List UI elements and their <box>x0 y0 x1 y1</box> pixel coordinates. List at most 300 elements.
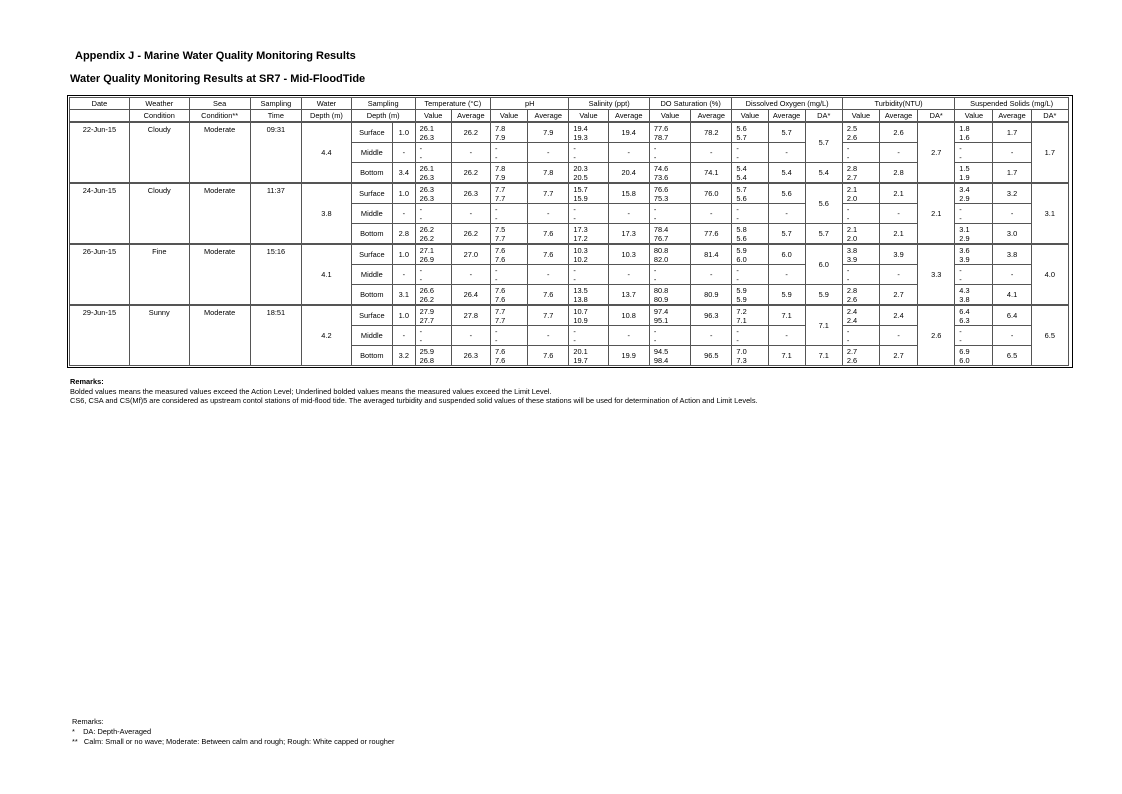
cell-suspended-solids-average: - <box>993 143 1031 163</box>
footnotes <box>72 717 394 747</box>
cell-do-saturation-average: 80.9 <box>691 285 732 306</box>
cell-turbidity-values-first: 2.4 <box>846 306 858 316</box>
cell-suspended-solids-values-second: 6.3 <box>959 315 970 325</box>
cell-sea-condition: Moderate <box>189 122 250 183</box>
cell-ph-values <box>490 265 527 285</box>
cell-dissolved-oxygen-da: 5.6 <box>805 183 842 224</box>
cell-turbidity-values <box>842 285 879 306</box>
remarks-heading: Remarks: <box>70 377 104 386</box>
cell-dissolved-oxygen-values-first: - <box>736 204 739 214</box>
cell-sampling-depth: 1.0 <box>392 122 415 143</box>
cell-salinity-values-first: 15.7 <box>573 184 588 194</box>
cell-turbidity-values-first: 2.1 <box>846 224 858 234</box>
cell-dissolved-oxygen-average: 5.4 <box>768 163 805 184</box>
cell-salinity-average: 13.7 <box>608 285 649 306</box>
cell-dissolved-oxygen-values-first: 5.6 <box>736 123 747 133</box>
cell-do-saturation-average: 74.1 <box>691 163 732 184</box>
header-average: Average <box>879 110 917 123</box>
header-weather-sub: Condition <box>129 110 189 123</box>
cell-suspended-solids-da: 3.1 <box>1031 183 1068 244</box>
cell-dissolved-oxygen-values-second: 7.3 <box>736 355 747 365</box>
cell-suspended-solids-values <box>955 204 993 224</box>
cell-ph-values-second: 7.6 <box>494 355 506 365</box>
cell-suspended-solids-da: 4.0 <box>1031 244 1068 305</box>
cell-suspended-solids-values <box>955 346 993 366</box>
cell-turbidity-average: 2.6 <box>879 122 917 143</box>
cell-do-saturation-average: 76.0 <box>691 183 732 204</box>
header-salinity: Salinity (ppt) <box>569 98 649 110</box>
cell-suspended-solids-values-second: - <box>959 335 962 345</box>
cell-dissolved-oxygen-values-second: - <box>736 213 739 223</box>
cell-suspended-solids-da: 6.5 <box>1031 305 1068 366</box>
header-suspended-solids: Suspended Solids (mg/L) <box>955 98 1069 110</box>
cell-temperature-values-second: 26.9 <box>419 254 435 264</box>
cell-temperature-average: 26.2 <box>451 122 490 143</box>
cell-do-saturation-values <box>649 285 690 306</box>
cell-sampling-time: 09:31 <box>250 122 302 183</box>
cell-do-saturation-values-second: 78.7 <box>653 132 669 142</box>
cell-turbidity-values-second: 2.6 <box>846 132 858 142</box>
cell-do-saturation-average: 78.2 <box>691 122 732 143</box>
cell-salinity-values <box>569 346 608 366</box>
cell-salinity-average: 19.9 <box>608 346 649 366</box>
cell-ph-values-second: 7.6 <box>494 294 506 304</box>
header-value: Value <box>649 110 690 123</box>
cell-turbidity-average: 2.4 <box>879 305 917 326</box>
cell-sampling-level: Bottom <box>351 163 392 184</box>
cell-sampling-depth: 3.4 <box>392 163 415 184</box>
cell-sampling-depth: 3.1 <box>392 285 415 306</box>
cell-suspended-solids-values <box>955 163 993 184</box>
cell-salinity-values-first: - <box>573 265 576 275</box>
cell-salinity-values-first: 17.3 <box>573 224 588 234</box>
header-date-sub <box>70 110 130 123</box>
header-average: Average <box>608 110 649 123</box>
cell-dissolved-oxygen-values-second: 7.1 <box>736 315 747 325</box>
header-average: Average <box>993 110 1031 123</box>
cell-dissolved-oxygen-values <box>732 265 768 285</box>
cell-turbidity-values <box>842 244 879 265</box>
cell-suspended-solids-values <box>955 265 993 285</box>
table-row <box>70 244 1069 265</box>
cell-salinity-values-second: - <box>573 274 576 284</box>
cell-dissolved-oxygen-values-first: - <box>736 143 739 153</box>
cell-suspended-solids-values-first: - <box>959 265 962 275</box>
cell-temperature-average: 27.0 <box>451 244 490 265</box>
cell-ph-average: 7.8 <box>528 163 569 184</box>
cell-water-depth: 4.2 <box>302 305 352 366</box>
cell-do-saturation-values-first: - <box>653 326 657 336</box>
cell-salinity-values-second: 20.5 <box>573 172 588 182</box>
cell-sampling-depth: 3.2 <box>392 346 415 366</box>
cell-temperature-average: 26.3 <box>451 346 490 366</box>
cell-do-saturation-values-first: 78.4 <box>653 224 669 234</box>
cell-sampling-level: Bottom <box>351 346 392 366</box>
cell-suspended-solids-values <box>955 305 993 326</box>
header-turbidity: Turbidity(NTU) <box>842 98 954 110</box>
cell-temperature-values-first: 26.6 <box>419 285 435 295</box>
cell-temperature-values <box>415 163 451 184</box>
header-water-depth: Water <box>302 98 352 110</box>
cell-salinity-values-second: 10.2 <box>573 254 588 264</box>
cell-temperature-values <box>415 143 451 163</box>
cell-salinity-values-first: 13.5 <box>573 285 588 295</box>
cell-turbidity-values-first: - <box>846 143 850 153</box>
cell-dissolved-oxygen-da: 7.1 <box>805 305 842 346</box>
cell-salinity-values-first: - <box>573 204 576 214</box>
cell-sampling-time: 15:16 <box>250 244 302 305</box>
cell-suspended-solids-values-first: - <box>959 326 962 336</box>
cell-dissolved-oxygen-bottom-da: 7.1 <box>805 346 842 366</box>
cell-turbidity-average: 2.7 <box>879 346 917 366</box>
cell-sampling-level: Surface <box>351 305 392 326</box>
header-ph: pH <box>490 98 568 110</box>
cell-temperature-values-first: 26.2 <box>419 224 435 234</box>
cell-salinity-values-second: 10.9 <box>573 315 588 325</box>
cell-salinity-average: 15.8 <box>608 183 649 204</box>
cell-suspended-solids-average: 3.8 <box>993 244 1031 265</box>
cell-ph-average: - <box>528 326 569 346</box>
cell-ph-values <box>490 163 527 184</box>
cell-dissolved-oxygen-values-second: 6.0 <box>736 254 747 264</box>
cell-temperature-values-first: - <box>419 326 423 336</box>
cell-do-saturation-values-first: - <box>653 204 657 214</box>
cell-turbidity-values-first: - <box>846 326 850 336</box>
footnote-da: * DA: Depth-Averaged <box>72 727 152 736</box>
cell-dissolved-oxygen-values-second: 5.6 <box>736 193 747 203</box>
header-sampling-depth-sub: Depth (m) <box>351 110 415 123</box>
cell-salinity-values <box>569 122 608 143</box>
cell-salinity-values <box>569 183 608 204</box>
cell-turbidity-values-first: 2.5 <box>846 123 858 133</box>
cell-do-saturation-values <box>649 224 690 245</box>
cell-ph-average: - <box>528 265 569 285</box>
cell-dissolved-oxygen-values-first: 7.2 <box>736 306 747 316</box>
cell-suspended-solids-values-first: - <box>959 143 962 153</box>
cell-dissolved-oxygen-values-second: 5.7 <box>736 132 747 142</box>
cell-salinity-values-first: 10.3 <box>573 245 588 255</box>
header-value: Value <box>569 110 608 123</box>
cell-ph-values-second: - <box>494 335 498 345</box>
cell-sea-condition: Moderate <box>189 244 250 305</box>
cell-dissolved-oxygen-values <box>732 122 768 143</box>
header-average: Average <box>528 110 569 123</box>
cell-temperature-values-first: 26.3 <box>419 184 435 194</box>
cell-suspended-solids-average: 1.7 <box>993 163 1031 184</box>
cell-turbidity-values-first: 2.8 <box>846 163 858 173</box>
header-average: Average <box>768 110 805 123</box>
cell-salinity-values-second: 15.9 <box>573 193 588 203</box>
cell-sampling-level: Surface <box>351 122 392 143</box>
cell-salinity-average: 19.4 <box>608 122 649 143</box>
cell-do-saturation-values-second: 73.6 <box>653 172 669 182</box>
cell-turbidity-values <box>842 265 879 285</box>
cell-dissolved-oxygen-values-first: 5.4 <box>736 163 747 173</box>
cell-temperature-values-second: 26.2 <box>419 233 435 243</box>
cell-ph-values-first: 7.7 <box>494 306 506 316</box>
cell-temperature-values-second: 26.3 <box>419 193 435 203</box>
cell-do-saturation-values <box>649 244 690 265</box>
cell-dissolved-oxygen-values-first: - <box>736 326 739 336</box>
cell-suspended-solids-values <box>955 122 993 143</box>
cell-salinity-values-first: - <box>573 143 576 153</box>
cell-sampling-depth: - <box>392 204 415 224</box>
cell-ph-values-second: 7.7 <box>494 233 506 243</box>
cell-dissolved-oxygen-values-second: - <box>736 274 739 284</box>
cell-ph-values-second: - <box>494 213 498 223</box>
cell-suspended-solids-average: 6.5 <box>993 346 1031 366</box>
cell-dissolved-oxygen-bottom-da: 5.7 <box>805 224 842 245</box>
header-temperature: Temperature (°C) <box>415 98 490 110</box>
cell-temperature-values-first: - <box>419 204 423 214</box>
cell-turbidity-average: 2.7 <box>879 285 917 306</box>
cell-turbidity-average: - <box>879 204 917 224</box>
cell-dissolved-oxygen-values-first: 5.9 <box>736 245 747 255</box>
cell-sampling-level: Bottom <box>351 285 392 306</box>
cell-ph-values <box>490 305 527 326</box>
cell-turbidity-average: 2.1 <box>879 224 917 245</box>
cell-do-saturation-values-first: - <box>653 265 657 275</box>
cell-ph-average: 7.6 <box>528 224 569 245</box>
cell-suspended-solids-values-second: 6.0 <box>959 355 970 365</box>
cell-do-saturation-values-first: 94.5 <box>653 346 669 356</box>
cell-suspended-solids-average: - <box>993 326 1031 346</box>
cell-suspended-solids-values-first: 1.8 <box>959 123 970 133</box>
cell-temperature-values <box>415 204 451 224</box>
cell-do-saturation-values-first: - <box>653 143 657 153</box>
header-sampling-time: Sampling <box>250 98 302 110</box>
table-row <box>70 305 1069 326</box>
cell-turbidity-values-second: 3.9 <box>846 254 858 264</box>
cell-suspended-solids-values <box>955 143 993 163</box>
cell-ph-values-first: 7.6 <box>494 346 506 356</box>
cell-do-saturation-values-first: 74.6 <box>653 163 669 173</box>
cell-temperature-values <box>415 244 451 265</box>
cell-turbidity-values <box>842 305 879 326</box>
cell-salinity-average: 10.3 <box>608 244 649 265</box>
cell-do-saturation-values <box>649 305 690 326</box>
cell-sampling-depth: 1.0 <box>392 305 415 326</box>
cell-sampling-level: Bottom <box>351 224 392 245</box>
cell-ph-values <box>490 224 527 245</box>
cell-turbidity-da: 2.1 <box>918 183 955 244</box>
cell-suspended-solids-values <box>955 244 993 265</box>
cell-ph-values-first: 7.7 <box>494 184 506 194</box>
cell-weather: Cloudy <box>129 122 189 183</box>
cell-turbidity-values <box>842 163 879 184</box>
cell-dissolved-oxygen-values-first: 5.7 <box>736 184 747 194</box>
header-value: Value <box>842 110 879 123</box>
cell-dissolved-oxygen-average: 5.7 <box>768 122 805 143</box>
cell-do-saturation-values <box>649 163 690 184</box>
footnote-sea-condition: ** Calm: Small or no wave; Moderate: Between calm and rough; Rough: White capped or rougher <box>72 737 395 746</box>
cell-salinity-average: - <box>608 143 649 163</box>
cell-ph-values-second: 7.6 <box>494 254 506 264</box>
cell-dissolved-oxygen-average: 7.1 <box>768 346 805 366</box>
header-value: Value <box>955 110 993 123</box>
cell-suspended-solids-values <box>955 326 993 346</box>
header-average: Average <box>451 110 490 123</box>
cell-ph-values-first: 7.6 <box>494 285 506 295</box>
cell-do-saturation-values-second: - <box>653 213 657 223</box>
cell-dissolved-oxygen-values-second: - <box>736 335 739 345</box>
results-table <box>69 97 1069 366</box>
cell-sampling-level: Middle <box>351 326 392 346</box>
cell-do-saturation-values-first: 80.8 <box>653 285 669 295</box>
header-da: DA* <box>918 110 955 123</box>
cell-turbidity-average: 2.1 <box>879 183 917 204</box>
cell-turbidity-values <box>842 183 879 204</box>
cell-temperature-average: 26.2 <box>451 163 490 184</box>
cell-date: 24-Jun-15 <box>70 183 130 244</box>
cell-sea-condition: Moderate <box>189 183 250 244</box>
cell-salinity-average: 20.4 <box>608 163 649 184</box>
cell-suspended-solids-values-second: 2.9 <box>959 193 970 203</box>
cell-turbidity-da: 3.3 <box>918 244 955 305</box>
cell-ph-values <box>490 346 527 366</box>
cell-temperature-average: 26.4 <box>451 285 490 306</box>
cell-ph-values-second: - <box>494 152 498 162</box>
cell-do-saturation-values-second: 75.3 <box>653 193 669 203</box>
cell-do-saturation-values-second: 76.7 <box>653 233 669 243</box>
cell-turbidity-da: 2.6 <box>918 305 955 366</box>
cell-sampling-level: Middle <box>351 204 392 224</box>
cell-turbidity-values-first: 2.8 <box>846 285 858 295</box>
cell-dissolved-oxygen-values-second: - <box>736 152 739 162</box>
cell-suspended-solids-average: 1.7 <box>993 122 1031 143</box>
cell-ph-average: 7.7 <box>528 305 569 326</box>
cell-turbidity-values <box>842 122 879 143</box>
cell-salinity-values <box>569 326 608 346</box>
cell-turbidity-values-second: 2.6 <box>846 355 858 365</box>
cell-salinity-values <box>569 224 608 245</box>
cell-turbidity-average: - <box>879 326 917 346</box>
cell-do-saturation-values <box>649 265 690 285</box>
cell-temperature-values-first: - <box>419 143 423 153</box>
cell-ph-values-first: 7.5 <box>494 224 506 234</box>
table-row <box>70 122 1069 143</box>
cell-temperature-values-second: 26.8 <box>419 355 435 365</box>
header-da: DA* <box>1031 110 1068 123</box>
header-average: Average <box>691 110 732 123</box>
cell-sampling-time: 11:37 <box>250 183 302 244</box>
cell-dissolved-oxygen-values-second: 5.6 <box>736 233 747 243</box>
cell-salinity-values-first: 20.1 <box>573 346 588 356</box>
cell-temperature-average: - <box>451 265 490 285</box>
cell-temperature-average: 26.3 <box>451 183 490 204</box>
cell-do-saturation-average: - <box>691 143 732 163</box>
cell-dissolved-oxygen-values-first: 5.8 <box>736 224 747 234</box>
cell-suspended-solids-values-first: 1.5 <box>959 163 970 173</box>
cell-dissolved-oxygen-values-second: 5.4 <box>736 172 747 182</box>
cell-weather: Cloudy <box>129 183 189 244</box>
cell-suspended-solids-values-first: 6.4 <box>959 306 970 316</box>
cell-ph-values-first: 7.8 <box>494 163 506 173</box>
table-row <box>70 183 1069 204</box>
results-table-body <box>70 122 1069 366</box>
cell-turbidity-values-first: - <box>846 204 850 214</box>
cell-suspended-solids-values-first: 6.9 <box>959 346 970 356</box>
cell-do-saturation-values-second: - <box>653 335 657 345</box>
cell-sampling-level: Middle <box>351 143 392 163</box>
results-table-frame <box>67 95 1073 368</box>
cell-temperature-average: - <box>451 143 490 163</box>
cell-ph-values <box>490 204 527 224</box>
cell-ph-values-first: - <box>494 143 498 153</box>
cell-salinity-values-second: 19.3 <box>573 132 588 142</box>
cell-temperature-values <box>415 265 451 285</box>
cell-suspended-solids-values <box>955 224 993 245</box>
footnotes-heading: Remarks: <box>72 717 104 726</box>
cell-ph-average: 7.6 <box>528 346 569 366</box>
header-sampling-time-sub: Time <box>250 110 302 123</box>
cell-turbidity-values-second: 2.0 <box>846 233 858 243</box>
cell-temperature-values-first: 27.1 <box>419 245 435 255</box>
cell-suspended-solids-average: - <box>993 265 1031 285</box>
cell-date: 26-Jun-15 <box>70 244 130 305</box>
cell-do-saturation-values-second: 82.0 <box>653 254 669 264</box>
cell-salinity-values-first: 20.3 <box>573 163 588 173</box>
cell-ph-values-first: 7.6 <box>494 245 506 255</box>
cell-temperature-values-second: - <box>419 335 423 345</box>
appendix-title: Appendix J - Marine Water Quality Monitoring Results <box>75 50 356 62</box>
cell-turbidity-values <box>842 143 879 163</box>
cell-suspended-solids-values-first: 3.6 <box>959 245 970 255</box>
remarks <box>70 377 758 406</box>
cell-suspended-solids-values-second: 3.8 <box>959 294 970 304</box>
cell-ph-values-second: - <box>494 274 498 284</box>
cell-date: 22-Jun-15 <box>70 122 130 183</box>
cell-ph-values <box>490 326 527 346</box>
cell-do-saturation-values <box>649 204 690 224</box>
cell-turbidity-values-first: 2.7 <box>846 346 858 356</box>
header-date: Date <box>70 98 130 110</box>
cell-turbidity-average: - <box>879 265 917 285</box>
cell-dissolved-oxygen-average: 5.6 <box>768 183 805 204</box>
cell-ph-average: 7.7 <box>528 183 569 204</box>
cell-dissolved-oxygen-values-first: 7.0 <box>736 346 747 356</box>
cell-turbidity-values-second: 2.6 <box>846 294 858 304</box>
cell-dissolved-oxygen-average: 5.7 <box>768 224 805 245</box>
cell-salinity-values-first: 19.4 <box>573 123 588 133</box>
cell-do-saturation-values-second: 95.1 <box>653 315 669 325</box>
cell-suspended-solids-average: 6.4 <box>993 305 1031 326</box>
header-do-saturation: DO Saturation (%) <box>649 98 732 110</box>
cell-temperature-average: 27.8 <box>451 305 490 326</box>
cell-turbidity-values-first: - <box>846 265 850 275</box>
cell-dissolved-oxygen-values <box>732 346 768 366</box>
cell-ph-values-second: 7.7 <box>494 315 506 325</box>
header-value: Value <box>415 110 451 123</box>
cell-ph-values <box>490 143 527 163</box>
cell-do-saturation-average: - <box>691 326 732 346</box>
cell-turbidity-values-second: - <box>846 274 850 284</box>
cell-ph-values-first: - <box>494 204 498 214</box>
cell-turbidity-values-second: - <box>846 335 850 345</box>
cell-salinity-values-first: 10.7 <box>573 306 588 316</box>
cell-dissolved-oxygen-values-first: 5.9 <box>736 285 747 295</box>
cell-salinity-values <box>569 244 608 265</box>
cell-do-saturation-values-second: - <box>653 274 657 284</box>
cell-ph-average: - <box>528 143 569 163</box>
cell-dissolved-oxygen-values-second: 5.9 <box>736 294 747 304</box>
cell-water-depth: 4.4 <box>302 122 352 183</box>
cell-suspended-solids-values-first: 4.3 <box>959 285 970 295</box>
cell-do-saturation-values-second: - <box>653 152 657 162</box>
remarks-line: Bolded values means the measured values exceed the Action Level; Underlined bolded values means the measured values exceed the Limit Level. <box>70 386 552 396</box>
cell-suspended-solids-values-second: 1.9 <box>959 172 970 182</box>
cell-temperature-values <box>415 224 451 245</box>
